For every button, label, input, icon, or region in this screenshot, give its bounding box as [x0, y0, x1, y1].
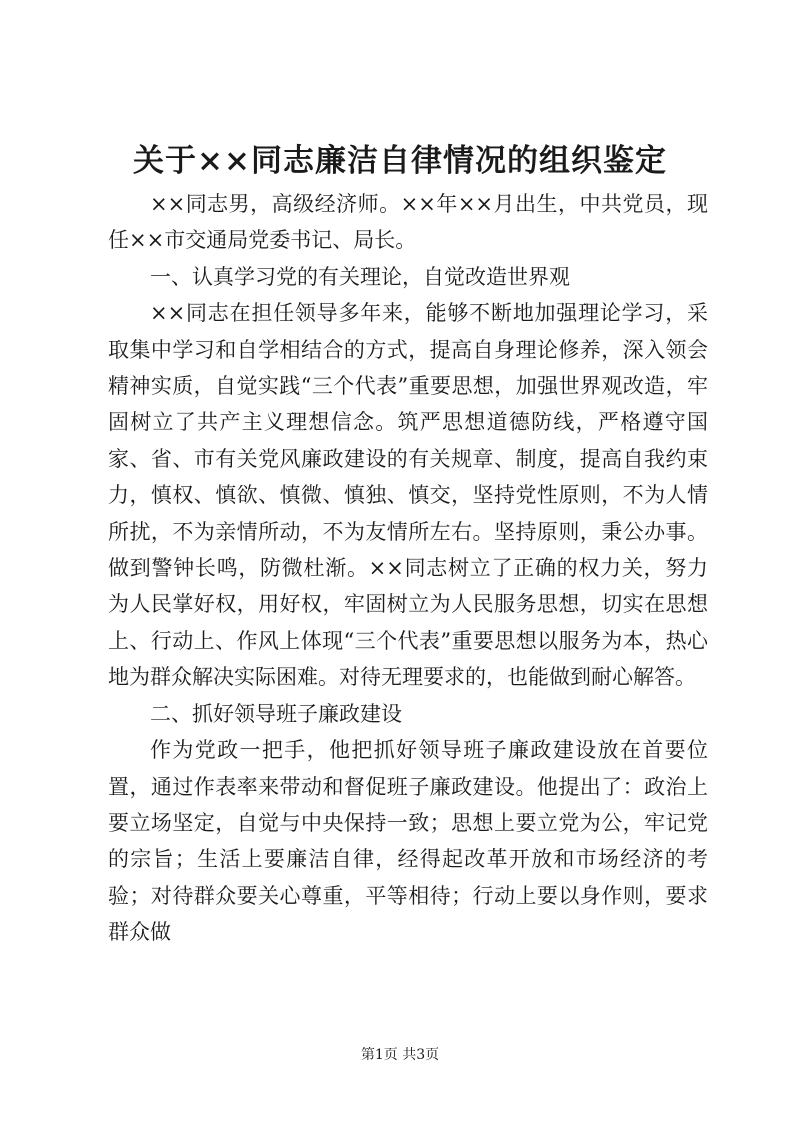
paragraph-intro: ××同志男，高级经济师。××年××月出生，中共党员，现任××市交通局党委书记、局长。: [108, 192, 708, 253]
document-title: 关于××同志廉洁自律情况的组织鉴定: [133, 143, 667, 179]
document-body: [108, 186, 708, 951]
page-footer: 第1页 共3页: [360, 1047, 440, 1063]
section-heading-2: 二、抓好领导班子廉政建设: [150, 701, 402, 726]
paragraph-section-2: 作为党政一把手，他把抓好领导班子廉政建设放在首要位置，通过作表率来带动和督促班子廉政建设。他提出了：政治上要立场坚定，自觉与中央保持一致；思想上要立党为公，牢记党的宗旨；生活上要廉洁自律，经得起改革开放和市场经济的考验；对待群众要关心尊重，平等相待；行动上要以身作则，要求群众做: [108, 738, 708, 945]
paragraph-section-1: ××同志在担任领导多年来，能够不断地加强理论学习，采取集中学习和自学相结合的方式，提高自身理论修养，深入领会精神实质，自觉实践“三个代表”重要思想，加强世界观改造，牢固树立了共产主义理想信念。筑严思想道德防线，严格遵守国家、省、市有关党风廉政建设的有关规章、制度，提高自我约束力，慎权、慎欲、慎微、慎独、慎交，坚持党性原则，不为人情所扰，不为亲情所动，不为友情所左右。坚持原则，秉公办事。做到警钟长鸣，防微杜渐。××同志树立了正确的权力关，努力为人民掌好权，用好权，牢固树立为人民服务思想，切实在思想上、行动上、作风上体现“三个代表”重要思想以服务为本，热心地为群众解决实际困难。对待无理要求的，也能做到耐心解答。: [108, 301, 708, 690]
section-heading-1: 一、认真学习党的有关理论，自觉改造世界观: [150, 264, 570, 289]
